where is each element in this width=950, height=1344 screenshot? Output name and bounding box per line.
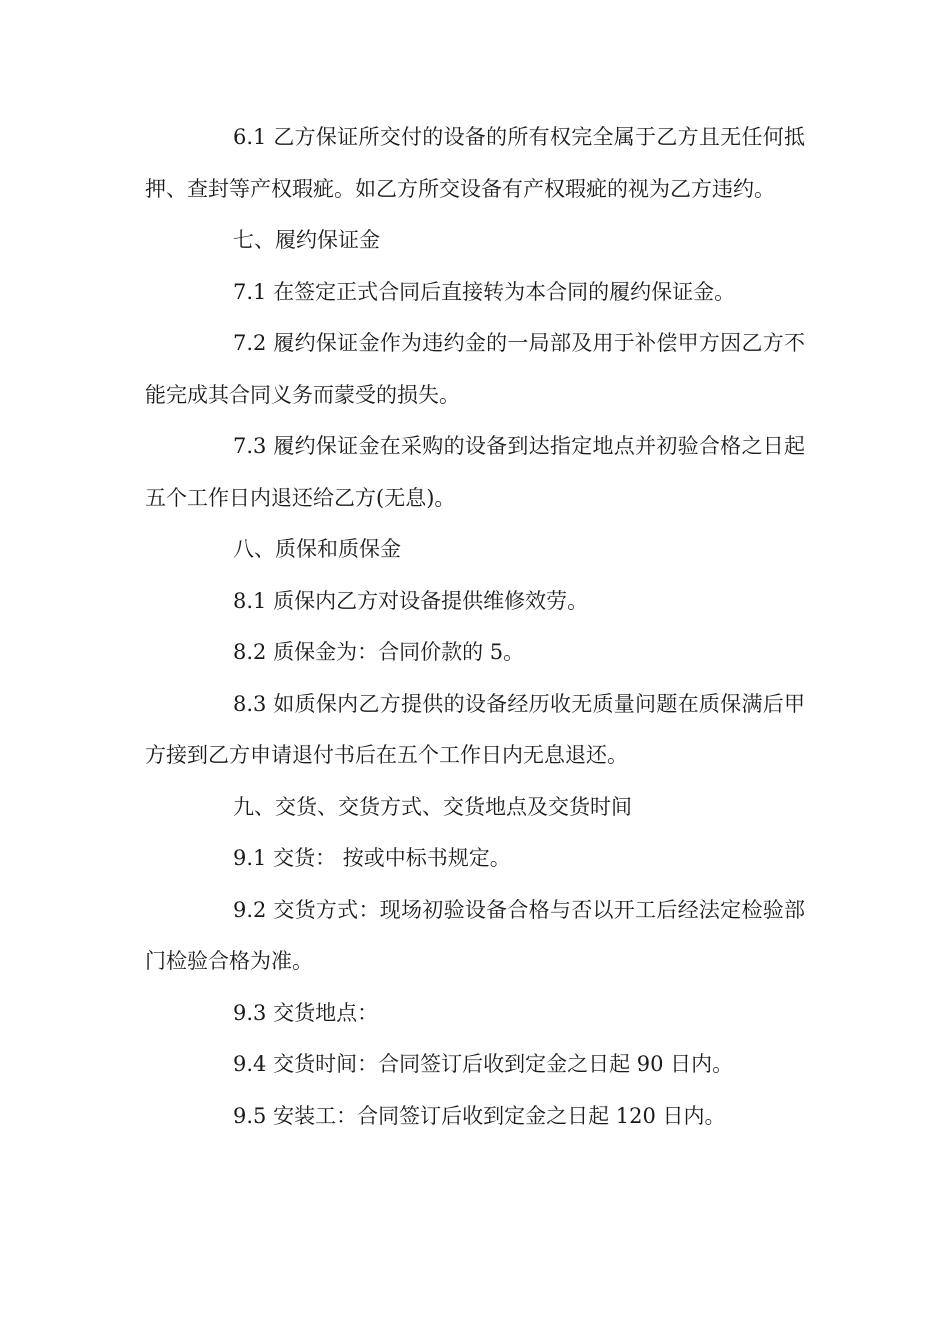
- clause-7-3: 7.3 履约保证金在采购的设备到达指定地点并初验合格之日起五个工作日内退还给乙方(无息)。: [145, 434, 805, 510]
- clause-7-1: 7.1 在签定正式合同后直接转为本合同的履约保证金。: [233, 279, 736, 304]
- clause-7-2: 7.2 履约保证金作为违约金的一局部及用于补偿甲方因乙方不能完成其合同义务而蒙受的损失。: [145, 331, 805, 407]
- clause-6-1: 6.1 乙方保证所交付的设备的所有权完全属于乙方且无任何抵押、查封等产权瑕疵。如乙方所交设备有产权瑕疵的视为乙方违约。: [145, 125, 805, 201]
- clause-9-2: 9.2 交货方式：现场初验设备合格与否以开工后经法定检验部门检验合格为准。: [145, 897, 805, 973]
- clause-9-3: 9.3 交货地点：: [233, 1000, 379, 1025]
- section-8-heading: 八、质保和质保金: [233, 537, 401, 561]
- section-7-heading: 七、履约保证金: [233, 228, 380, 252]
- section-9-heading: 九、交货、交货方式、交货地点及交货时间: [233, 794, 632, 819]
- clause-8-2: 8.2 质保金为：合同价款的 5。: [233, 640, 525, 664]
- clause-9-5: 9.5 安装工：合同签订后收到定金之日起 120 日内。: [233, 1103, 726, 1128]
- clause-8-3: 8.3 如质保内乙方提供的设备经历收无质量问题在质保满后甲方接到乙方申请退付书后在五个工作日内无息退还。: [145, 691, 805, 767]
- clause-9-1: 9.1 交货： 按或中标书规定。: [233, 846, 511, 870]
- clause-8-1: 8.1 质保内乙方对设备提供维修效劳。: [233, 588, 589, 613]
- clause-9-4: 9.4 交货时间：合同签订后收到定金之日起 90 日内。: [233, 1052, 734, 1076]
- document-body: [145, 112, 805, 1142]
